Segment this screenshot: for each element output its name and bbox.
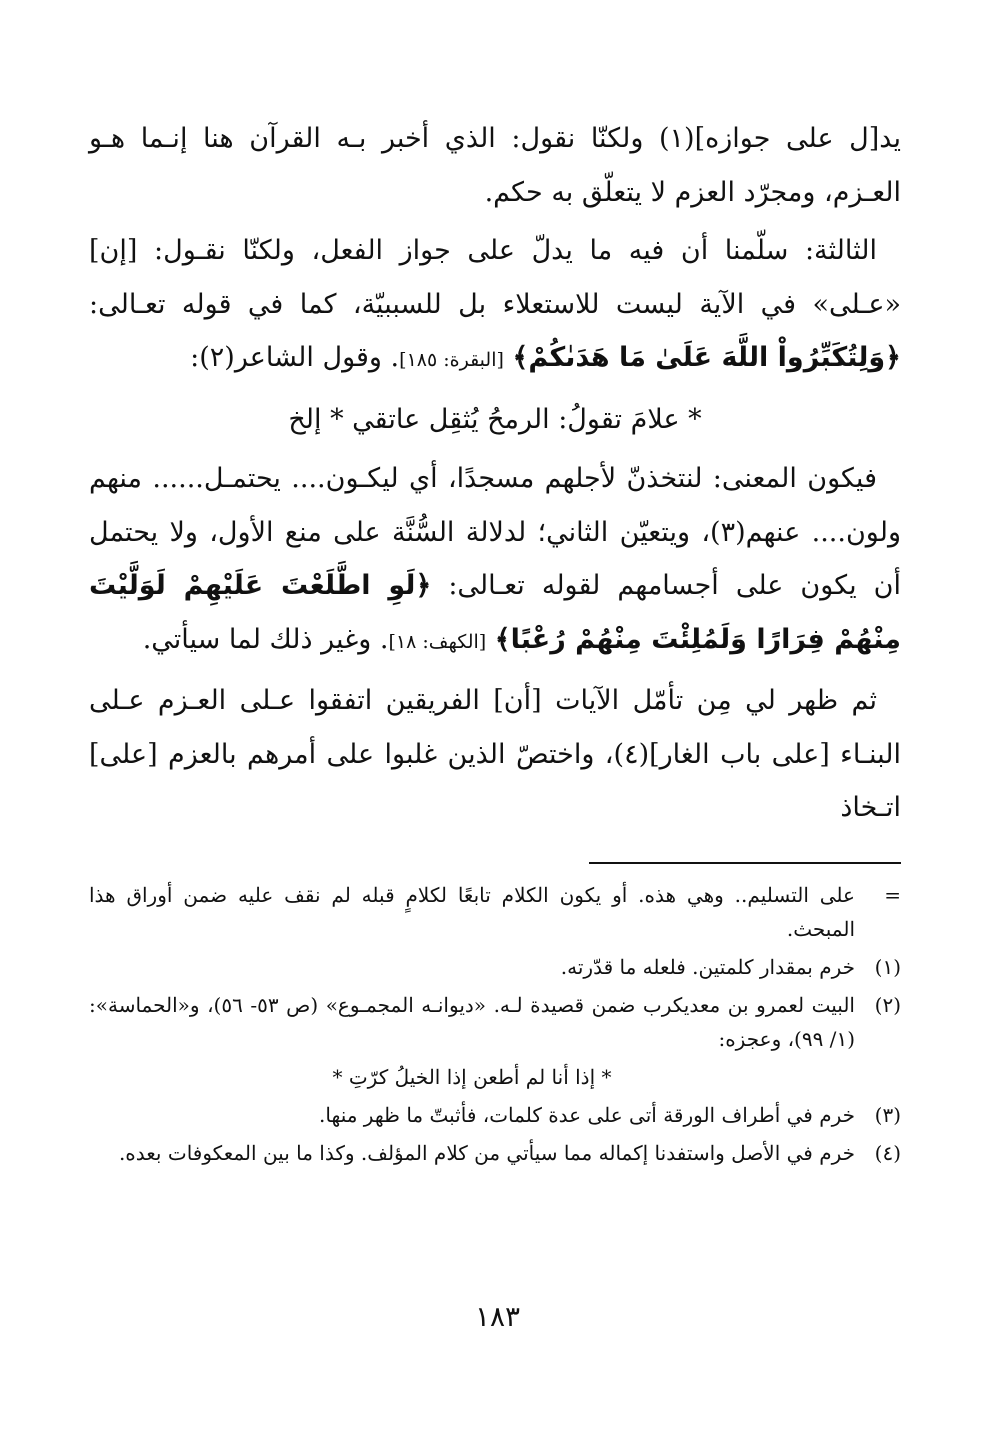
footnote-1-text: خرم بمقدار كلمتين. فلعله ما قدّرته. [560, 955, 855, 979]
paragraph-1-line-1: يد[ل على جوازه](١) ولكنّا نقول: الذي أخبر بـه القرآن هنا إنـما هـو العـزم، [89, 123, 901, 208]
paragraph-1-line-2: ومجرّد العزم لا يتعلّق به حكم. [484, 176, 816, 208]
paragraph-3 [89, 452, 901, 669]
footnote-4-mark: (٤) [874, 1141, 901, 1165]
poem-verse: * علامَ تقولُ: الرمحُ يُثقِل عاتقي * إلخ [288, 403, 702, 435]
footnote-continuation-text: على التسليم.. وهي هذه. أو يكون الكلام تابعًا لكلامٍ قبله لم نقف عليه ضمن أوراق هذا المبحث. [89, 883, 855, 941]
footnote-1-mark: (١) [874, 955, 901, 979]
paragraph-4: ثم ظهر لي مِن تأمّل الآيات [أن] الفريقين اتفقوا عـلى العـزم عـلى البنـاء [على باب الغار](٤)، واختصّ الذين غلبوا على أمرهم بالعزم [على] اتـخاذ [89, 685, 901, 823]
footnote-1 [89, 950, 901, 984]
quran-reference-baqarah: [البقرة: ١٨٥] [399, 349, 504, 371]
quran-reference-kahf: [الكهف: ١٨] [388, 630, 487, 653]
footnote-divider [589, 862, 901, 864]
footnote-3-text: خرم في أطراف الورقة أتى على عدة كلمات، فأثبتّ ما ظهر منها. [319, 1103, 855, 1127]
page-number: ١٨٣ [474, 1300, 521, 1333]
footnote-2-mark: (٢) [874, 993, 901, 1017]
footnote-2 [89, 988, 901, 1056]
quran-quote-baqarah: ﴿وَلِتُكَبِّرُواْ اللَّهَ عَلَىٰ مَا هَدَىٰكُمْ﴾ [512, 342, 901, 373]
footnote-4-text: خرم في الأصل واستفدنا إكماله مما سيأتي من كلام المؤلف. وكذا ما بين المعكوفات بعده. [118, 1141, 855, 1165]
paragraph-3-text-a: فيكون المعنى: لنتخذنّ لأجلهم مسجدًا، أي ليكـون.... يحتمـل...... منهم ولون.... عنهم(٣)، ويتعيّن الثاني؛ لدلالة السُّنَّة على منع الأول، ولا يحتمل أن يكون على أجسامهم لقوله تعـالى: [89, 463, 901, 601]
footnote-3-mark: (٣) [874, 1103, 901, 1127]
paragraph-2 [89, 224, 901, 388]
paragraph-3-text-b: . وغير ذلك لما سيأتي. [142, 623, 389, 655]
footnote-continuation-mark: = [884, 883, 901, 907]
footnote-2-text: البيت لعمرو بن معديكرب ضمن قصيدة لـه. «ديوانـه المجمـوع» (ص ٥٣- ٥٦)، و«الحماسة»: (١/ ٩٩)، وعجزه: [89, 993, 855, 1051]
footnote-2-verse: * إذا أنا لم أطعن إذا الخيلُ كرّتِ * [332, 1065, 612, 1089]
footnote-3 [89, 1098, 901, 1132]
footnote-continuation [89, 878, 901, 946]
footnotes [89, 878, 901, 1174]
paragraph-2-text-b: . وقول الشاعر(٢): [190, 342, 400, 373]
quran-quote-kahf: ﴿لَوِ اطَّلَعْتَ عَلَيْهِمْ لَوَلَّيْتَ مِنْهُمْ فِرَارًا وَلَمُلِئْتَ مِنْهُمْ رُعْبًا﴾ [89, 570, 901, 655]
paragraph-1 [89, 112, 901, 219]
main-text [89, 112, 901, 840]
footnote-4 [89, 1136, 901, 1170]
paragraph-2-text-a: الثالثة: سلّمنا أن فيه ما يدلّ على جواز الفعل، ولكنّا نقـول: [إن] «عـلى» في الآية ليست للاستعلاء بل للسببيّة، كما في قوله تعـالى: [89, 235, 901, 320]
